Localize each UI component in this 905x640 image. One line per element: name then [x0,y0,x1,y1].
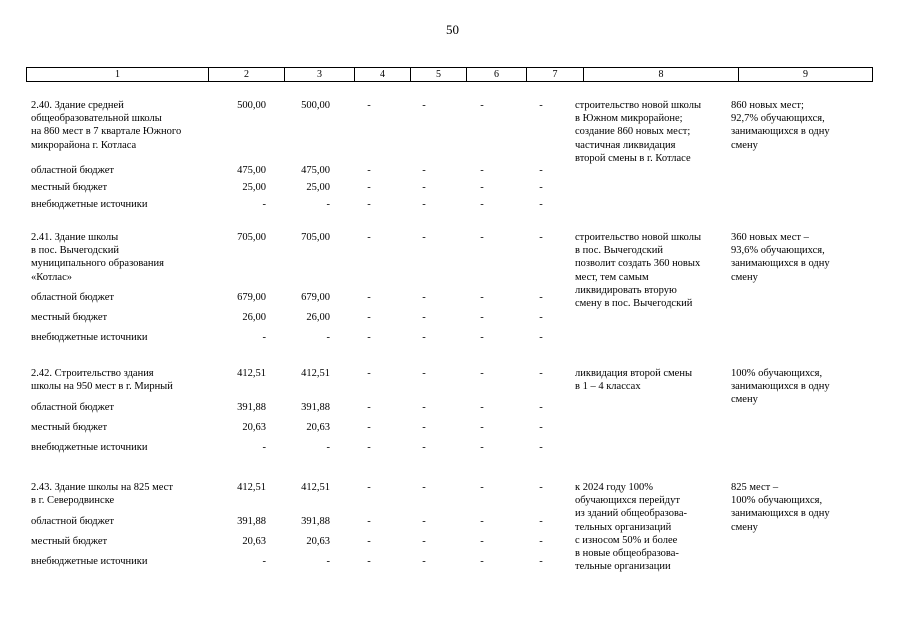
header-col-1: 1 [27,68,209,82]
funding-value: - [539,516,543,527]
target-indicator: 100% обучающихся, занимающихся в одну смену [731,368,830,406]
value-col-4: - [367,232,371,243]
funding-value: 679,00 [301,292,330,303]
value-col-3: 412,51 [301,368,330,379]
funding-source-label: местный бюджет [31,422,108,433]
funding-value: - [367,536,371,547]
funding-value: - [539,312,543,323]
funding-value: - [422,312,426,323]
funding-value: - [422,165,426,176]
funding-value: - [539,182,543,193]
header-col-2: 2 [209,68,285,82]
header-col-5: 5 [411,68,467,82]
target-indicator: 825 мест – 100% обучающихся, занимающихся в одну смену [731,482,830,533]
funding-source-label: областной бюджет [31,516,114,527]
funding-value: 679,00 [237,292,266,303]
expected-result: ликвидация второй смены в 1 – 4 классах [575,368,693,393]
expected-result: строительство новой школы в Южном микрорайоне; создание 860 новых мест; частичная ликвидация второй смены в г. Котласе [575,100,702,164]
value-col-5: - [422,232,426,243]
funding-value: 475,00 [237,165,266,176]
funding-value: 20,63 [242,422,266,433]
funding-value: - [422,442,426,453]
funding-value: - [367,165,371,176]
funding-value: - [367,312,371,323]
funding-value: - [262,199,266,210]
project-name: 2.42. Строительство здания школы на 950 мест в г. Мирный [31,368,173,393]
funding-value: - [539,402,543,413]
funding-value: - [367,182,371,193]
project-name: 2.41. Здание школы в пос. Вычегодский муниципального образования «Котлас» [31,232,164,283]
project-name: 2.40. Здание средней общеобразовательной школы на 860 мест в 7 квартале Южного микрорайона г. Котласа [31,100,182,151]
funding-value: - [326,199,330,210]
header-col-8: 8 [584,68,739,82]
target-indicator: 860 новых мест; 92,7% обучающихся, занимающихся в одну смену [731,100,830,151]
funding-value: - [539,165,543,176]
funding-value: - [539,422,543,433]
funding-value: - [539,292,543,303]
funding-value: - [480,556,484,567]
funding-value: - [539,332,543,343]
funding-value: - [367,422,371,433]
funding-value: 475,00 [301,165,330,176]
value-col-7: - [539,100,543,111]
funding-value: 20,63 [306,422,330,433]
funding-value: - [422,199,426,210]
funding-value: - [326,332,330,343]
value-col-4: - [367,482,371,493]
funding-value: 25,00 [242,182,266,193]
funding-value: - [262,332,266,343]
funding-value: - [480,332,484,343]
funding-value: - [326,556,330,567]
value-col-7: - [539,482,543,493]
funding-source-label: местный бюджет [31,312,108,323]
funding-value: - [480,402,484,413]
funding-source-label: областной бюджет [31,165,114,176]
funding-value: - [422,402,426,413]
funding-value: - [480,536,484,547]
funding-value: 20,63 [306,536,330,547]
expected-result: к 2024 году 100% обучающихся перейдут из зданий общеобразова- тельных организаций с износом 50% и более в новые общеобразова- тельные организации [575,482,687,573]
funding-value: - [262,556,266,567]
funding-value: - [367,442,371,453]
funding-value: - [539,442,543,453]
funding-value: - [539,199,543,210]
total-value: 412,51 [237,482,266,493]
funding-value: - [480,312,484,323]
value-col-3: 500,00 [301,100,330,111]
funding-value: - [367,516,371,527]
funding-value: - [367,556,371,567]
funding-source-label: внебюджетные источники [31,199,148,210]
funding-value: 391,88 [237,516,266,527]
total-value: 412,51 [237,368,266,379]
funding-value: 391,88 [301,402,330,413]
project-name: 2.43. Здание школы на 825 мест в г. Северодвинске [31,482,173,507]
funding-value: - [480,422,484,433]
funding-value: - [422,332,426,343]
page-number: 50 [446,22,459,37]
funding-source-label: местный бюджет [31,536,108,547]
value-col-5: - [422,482,426,493]
value-col-6: - [480,100,484,111]
funding-value: - [422,292,426,303]
funding-value: 391,88 [237,402,266,413]
header-col-9: 9 [739,68,873,82]
funding-value: - [480,516,484,527]
header-col-6: 6 [467,68,527,82]
funding-value: - [480,292,484,303]
funding-value: - [422,556,426,567]
funding-source-label: внебюджетные источники [31,332,148,343]
funding-value: - [326,442,330,453]
funding-value: - [422,536,426,547]
funding-value: 26,00 [306,312,330,323]
value-col-4: - [367,368,371,379]
funding-value: 20,63 [242,536,266,547]
funding-source-label: внебюджетные источники [31,442,148,453]
value-col-6: - [480,368,484,379]
funding-value: - [367,292,371,303]
value-col-6: - [480,482,484,493]
header-col-4: 4 [355,68,411,82]
funding-value: - [539,556,543,567]
value-col-7: - [539,368,543,379]
funding-value: - [262,442,266,453]
header-col-7: 7 [527,68,584,82]
funding-value: - [367,332,371,343]
funding-source-label: областной бюджет [31,402,114,413]
value-col-7: - [539,232,543,243]
funding-value: 26,00 [242,312,266,323]
expected-result: строительство новой школы в пос. Вычегодский позволит создать 360 новых мест, тем самым ликвидировать вторую смену в пос. Вычегодский [575,232,702,310]
funding-value: - [539,536,543,547]
total-value: 500,00 [237,100,266,111]
value-col-5: - [422,368,426,379]
value-col-5: - [422,100,426,111]
funding-source-label: областной бюджет [31,292,114,303]
funding-value: 25,00 [306,182,330,193]
funding-value: - [422,182,426,193]
target-indicator: 360 новых мест – 93,6% обучающихся, занимающихся в одну смену [731,232,830,283]
funding-value: - [480,199,484,210]
funding-source-label: местный бюджет [31,182,108,193]
value-col-3: 412,51 [301,482,330,493]
value-col-6: - [480,232,484,243]
funding-source-label: внебюджетные источники [31,556,148,567]
value-col-4: - [367,100,371,111]
funding-value: - [367,199,371,210]
funding-value: - [367,402,371,413]
funding-value: - [480,165,484,176]
value-col-3: 705,00 [301,232,330,243]
funding-value: - [480,442,484,453]
funding-value: - [422,422,426,433]
funding-value: - [422,516,426,527]
funding-value: 391,88 [301,516,330,527]
header-col-3: 3 [285,68,355,82]
funding-value: - [480,182,484,193]
total-value: 705,00 [237,232,266,243]
